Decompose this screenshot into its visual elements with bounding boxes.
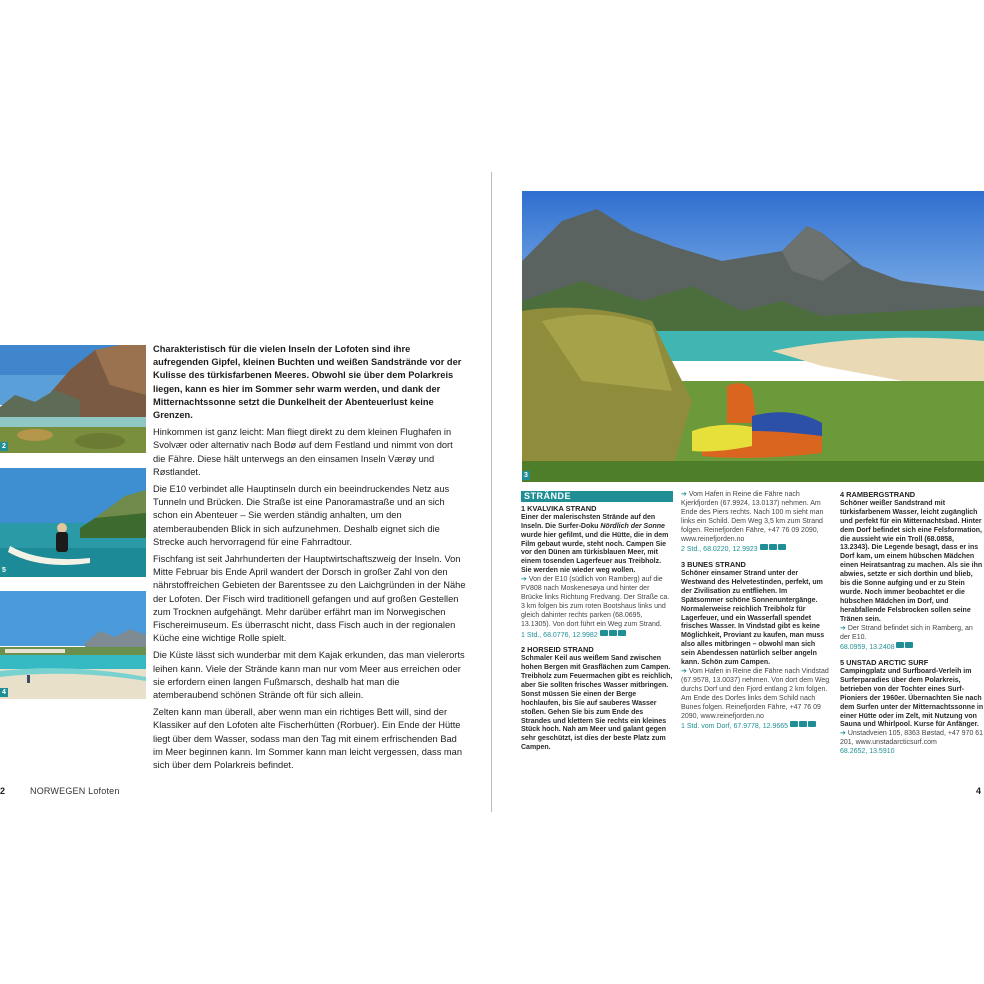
photo-surfer: [0, 468, 146, 577]
column-3: [840, 491, 984, 757]
entry-heading: 3 BUNES STRAND: [681, 560, 746, 570]
entry-description: Schmaler Keil aus weißem Sand zwischen hohen Bergen mit Grasflächen zum Campen. Treibholz zum Feuermachen gibt es reichlich, aber Sie sollten frisches Wasser mitbringen. Sonst müssen Sie einen der Berge hochlaufen, bis Sie auf sauberes Wasser stoßen. Gehen Sie bis zum Ende des Strandes und klettern Sie rechts ein kleines Stück hoch. Nah am Meer und galant gegen sehr geschützt, ist dies der beste Platz zum Campen.: [521, 655, 673, 752]
entry-description: Campingplatz und Surfboard-Verleih im Surferparadies über dem Polarkreis, betrieben von der Tochter eines Surf-Pioniers der 1960er. Übernachten Sie nach dem Surfen unter der Mitternachtssonne in einer Hütte oder im Zelt, mit Nutzung von Sauna und Whirlpool. Kurse für Anfänger.: [840, 668, 984, 729]
page-number-left: 2: [0, 786, 6, 796]
book-gutter: [491, 172, 492, 812]
photo-number: 3: [524, 472, 528, 479]
paragraph: Zelten kann man überall, aber wenn man ein richtiges Bett will, sind der Klassiker auf den Lofoten alte Fischerhütten (Rorbuer). Ein Ende der Hütte liegt über dem Wasser, sodass man den Tag mit einem erfrischenden Bad im Meer beginnen kann. Im Sommer kann man leicht vergessen, dass man sich über dem Polarkreis befindet.: [153, 707, 463, 771]
photo-number: 5: [2, 567, 6, 574]
tent-icon: [600, 630, 627, 640]
entry-coords: 68.0959, 13.2408: [840, 642, 984, 653]
photo-number: 4: [2, 689, 6, 696]
car-icon: [790, 721, 817, 731]
footer-country: NORWEGEN: [30, 786, 86, 796]
page-number-right: 4: [976, 786, 982, 796]
entry-directions: ➔ Der Strand befindet sich in Ramberg, an der E10.: [840, 624, 973, 641]
entry-coords: 2 Std., 68.0220, 12.9923: [681, 544, 831, 555]
intro-text: [153, 343, 467, 776]
entry-heading: 5 UNSTAD ARCTIC SURF: [840, 658, 929, 668]
entry-heading: 4 RAMBERGSTRAND: [840, 490, 916, 499]
photo-beach-village: [0, 591, 146, 699]
entry-coords: 1 Std. vom Dorf, 67.9778, 12.9665: [681, 721, 831, 732]
paragraph: Hinkommen ist ganz leicht: Man fliegt direkt zu dem kleinen Flughafen in Svolvær oder alternativ nach Bodø auf dem Festland und nimmt von dort die Fähre. Diese hält unterwegs an den einsamen Inseln Værøy und Røstlandet.: [153, 427, 453, 477]
paragraph: Die Küste lässt sich wunderbar mit dem Kajak erkunden, das man vielerorts leihen kann. Viele der Strände kann man nur vom Meer aus erreichen oder sie erfordern einen langen Fußmarsch, deshalb hat man die atemberaubend schönen Strände oft für sich allein.: [153, 650, 465, 701]
entry-coords: 68.2652, 13.5910: [840, 748, 895, 756]
entry-directions: ➔ Vom Hafen in Reine die Fähre nach Kjerkfjorden (67.9924, 13.0137) nehmen. Am Ende des Piers rechts. Nach 100 m sieht man links ein Schild. Dem Weg 3,5 km zum Strand folgen. Reinefjorden Fähre, +47 76 09 2090, www.reinefjorden.no: [681, 491, 824, 543]
tent-icon: [896, 642, 914, 652]
section-header: STRÄNDE: [521, 491, 673, 502]
running-footer: [30, 786, 120, 796]
footer-region: Lofoten: [88, 786, 120, 796]
entry-description: Schöner einsamer Strand unter der Westwand des Helvetestinden, perfekt, um der Zivilisation zu entfliehen. Im Spätsommer schöne Sonnenuntergänge. Normalerweise reichlich Treibholz für Lagerfeuer, und ein Wasserfall spendet frisches Wasser. In Vindstad gibt es keine Möglichkeit, Proviant zu kaufen, man muss also alles mitbringen – obwohl man sich sein Abendessen natürlich selber angeln kann. Schön zum Campen.: [681, 570, 825, 667]
entry-heading: 1 KVALVIKA STRAND: [521, 503, 597, 513]
paragraph: Die E10 verbindet alle Hauptinseln durch ein beeindruckendes Netz aus Tunneln und Brücken. Die Straße ist eine Panoramastraße und an sich schon ein Abenteuer – Sie werden ständig anhalten, um den atemberaubenden Blick in sich aufzunehmen. Deshalb eignet sich die Strecke auch hervorragend für eine Fahrradtour.: [153, 484, 450, 547]
entry-coords: 1 Std., 68.0776, 12.9982: [521, 630, 673, 641]
intro-lead: Charakteristisch für die vielen Inseln der Lofoten sind ihre aufregenden Gipfel, kleinen Buchten und weißen Sandstrände vor der Kulisse des türkisfarbenen Meeres. Obwohl sie über dem Polarkreis liegen, kann es hier im Sommer sehr warm werden, und dank der Mitternachtssonne setzt die Dunkelheit der Abenteuerlust keine Grenzen.: [153, 344, 462, 421]
photo-mountain-coast: [0, 345, 146, 453]
entry-directions: ➔ Unstadveien 105, 8363 Bøstad, +47 970 61 201, www.unstadarcticsurf.com: [840, 730, 984, 747]
entry-description: Schöner weißer Sandstrand mit türkisfarbenem Wasser, leicht zugänglich und perfekt für ein Mitternachtsbad. Hinter dem Dorf befindet sich eine Felsformation, die aussieht wie ein Troll (68.0858, 13.2343). Die Legende besagt, dass er ins Dorf kam, um einem hübschen Mädchen einen Heiratsantrag zu machen. Als sie ihn abwies, setzte er sich dorthin und blieb, bis die Sonne aufging und er zu Stein wurde. Noch immer beobachtet er die hübschen Mädchen im Dorf, und herabfallende Felsbrocken sollen seine Tränen sein.: [840, 499, 983, 623]
photo-tent-beach: [522, 191, 984, 482]
column-2: [681, 491, 831, 732]
paragraph: Fischfang ist seit Jahrhunderten der Hauptwirtschaftszweig der Inseln. Von Mitte Februar bis Ende April wandert der Dorsch in großer Zahl von den nährstoffreichen Gebieten der Barentssee zu den Laichgründen in der Nähe der Lofoten. Der Fisch wird traditionell gefangen und auf großen Gestellen zum Trocknen aufgehängt. Mehr darüber erfährt man im Norwegischen Fischereimuseum. Es überrascht nicht, dass Fisch auch in der regionalen Küche eine wichtige Rolle spielt.: [153, 554, 466, 644]
column-1: [521, 491, 673, 753]
entry-directions: ➔ Von der E10 (südlich von Ramberg) auf die FV808 nach Moskenesøya und hinter der Brücke links Richtung Fredvang. Der Straße ca. 3 km folgen bis zum roten Bootshaus links und gleich dahinter rechts parken (68.0695, 13.1305). Von dort führt ein Weg zum Strand.: [521, 576, 670, 628]
entry-heading: 2 HORSEID STRAND: [521, 645, 594, 655]
boat-icon: [760, 544, 787, 554]
entry-directions: ➔ Vom Hafen in Reine die Fähre nach Vindstad (67.9578, 13.0037) nehmen. Von dort dem Weg durchs Dorf und den Fjord entlang 2 km folgen. Am Ende des Dorfes links dem Schild nach Bunes folgen. Reinefjorden Fähre, +47 76 09 2090, www.reinefjorden.no: [681, 668, 830, 720]
entry-description: Einer der malerischsten Strände auf den Inseln. Die Surfer-Doku Nördlich der Sonne wurde hier gefilmt, und die Hütte, die in dem Film gebaut wurde, steht noch. Campen Sie vor den Dünen am türkisblauen Meer, mit einem tosenden Lagerfeuer aus Treibholz. Sie werden nie wieder weg wollen.: [521, 513, 669, 575]
photo-number: 2: [2, 443, 6, 450]
